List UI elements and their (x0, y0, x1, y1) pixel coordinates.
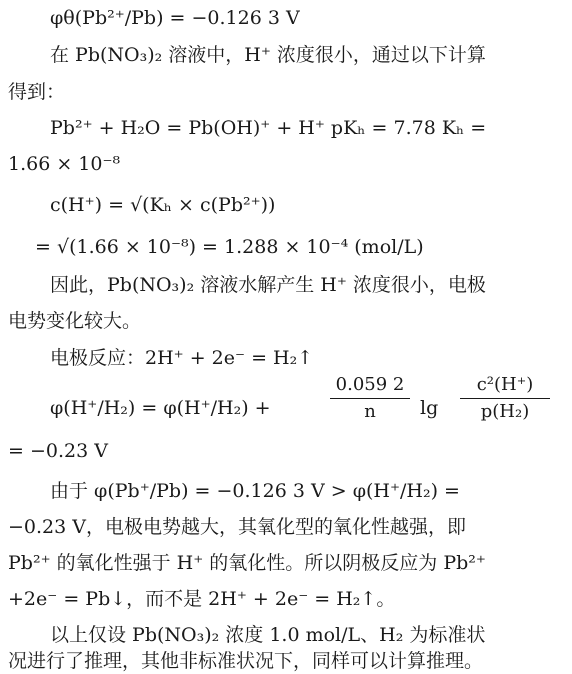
fraction-numerator: 0.059 2 (335, 374, 405, 395)
paragraph-text: Pb²⁺ 的氧化性强于 H⁺ 的氧化性。所以阴极反应为 Pb²⁺ (8, 552, 486, 574)
fraction-bar (460, 398, 550, 399)
paragraph-text: 得到： (8, 81, 66, 103)
kh-value: 1.66 × 10⁻⁸ (8, 153, 121, 175)
fraction-numerator: c²(H⁺) (476, 374, 534, 395)
fraction-bar (330, 398, 410, 399)
nernst-result: = −0.23 V (8, 440, 108, 462)
ch-formula: c(H⁺) = √(Kₕ × c(Pb²⁺)) (50, 194, 276, 216)
ch-result: = √(1.66 × 10⁻⁸) = 1.288 × 10⁻⁴ (mol/L) (35, 236, 424, 258)
electrode-reaction: 电极反应：2H⁺ + 2e⁻ = H₂↑ (50, 347, 314, 369)
log-label: lg (420, 397, 439, 419)
paragraph-text: 况进行了推理，其他非标准状况下，同样可以计算推理。 (8, 650, 484, 672)
paragraph-text: 因此，Pb(NO₃)₂ 溶液水解产生 H⁺ 浓度很小，电极 (50, 274, 486, 296)
nernst-fraction-2 (460, 374, 550, 423)
paragraph-text: 电势变化较大。 (8, 310, 142, 332)
nernst-fraction-1 (330, 374, 410, 423)
potential-pb-line: φθ(Pb²⁺/Pb) = −0.126 3 V (50, 7, 300, 29)
paragraph-text: +2e⁻ = Pb↓，而不是 2H⁺ + 2e⁻ = H₂↑。 (8, 588, 396, 610)
paragraph-text: 由于 φ(Pb⁺/Pb) = −0.126 3 V > φ(H⁺/H₂) = (50, 480, 460, 502)
paragraph-text: 以上仅设 Pb(NO₃)₂ 浓度 1.0 mol/L、H₂ 为标准状 (50, 624, 486, 646)
paragraph-text: −0.23 V，电极电势越大，其氧化型的氧化性越强，即 (8, 516, 466, 538)
nernst-equation-left: φ(H⁺/H₂) = φ(H⁺/H₂) + (50, 397, 271, 419)
paragraph-text: 在 Pb(NO₃)₂ 溶液中，H⁺ 浓度很小，通过以下计算 (50, 44, 486, 66)
hydrolysis-equation: Pb²⁺ + H₂O = Pb(OH)⁺ + H⁺ pKₕ = 7.78 Kₕ = (50, 117, 487, 139)
fraction-denominator: n (364, 401, 376, 422)
fraction-denominator: p(H₂) (480, 401, 530, 422)
